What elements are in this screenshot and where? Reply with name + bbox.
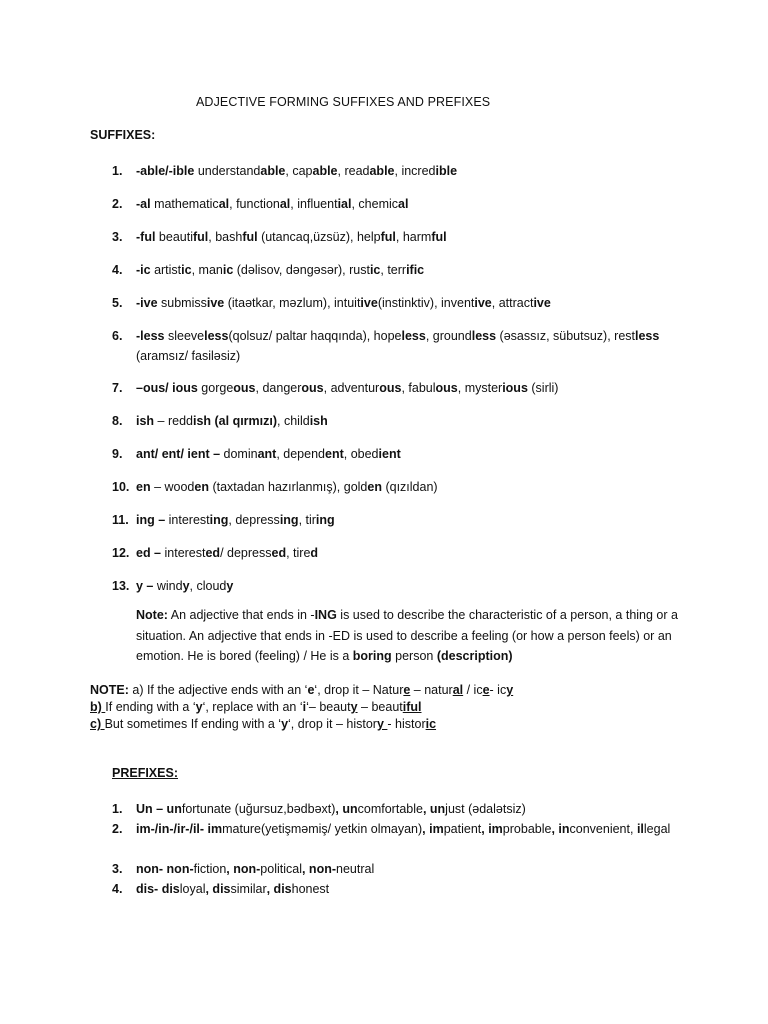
suffix-segment: ic (181, 263, 192, 277)
suffix-segment: , influent (290, 197, 338, 211)
prefix-segment: just (ədalətsiz) (445, 802, 526, 816)
suffix-segment: en (136, 480, 151, 494)
prefix-segment: honest (291, 882, 330, 896)
suffix-segment: able (312, 164, 338, 178)
suffix-segment: al (218, 197, 230, 211)
rule-segment: e (403, 683, 411, 697)
list-number: 3. (112, 862, 123, 876)
suffix-segment: able (260, 164, 286, 178)
suffix-segment: ive (206, 296, 225, 310)
note-segment: An adjective that ends in - (167, 608, 315, 622)
suffix-text (136, 477, 676, 497)
list-number: 5. (112, 296, 123, 310)
suffix-segment: ful (242, 230, 258, 244)
note-segment: Note: (136, 608, 168, 622)
suffix-segment: en (194, 480, 209, 494)
prefix-segment: dis- dis (136, 882, 180, 896)
prefix-segment: il (636, 822, 644, 836)
suffix-segment: (qolsuz/ paltar haqqında), hope (228, 329, 402, 343)
prefix-segment: fortunate (uğursuz,bədbəxt) (181, 802, 336, 816)
suffix-segment: , function (229, 197, 280, 211)
list-number: 13. (112, 579, 130, 593)
rule-segment: - histor (387, 717, 426, 731)
suffix-segment: -ful (136, 230, 156, 244)
list-number: 10. (112, 480, 130, 494)
suffix-segment: less (204, 329, 229, 343)
suffix-segment: , cap (285, 164, 313, 178)
suffix-segment: , tire (286, 546, 311, 560)
suffix-segment: ive (360, 296, 378, 310)
prefix-text (136, 799, 676, 819)
suffix-segment: , adventur (323, 381, 380, 395)
suffix-segment: , myster (457, 381, 503, 395)
suffix-segment: ful (380, 230, 396, 244)
suffix-text (136, 194, 676, 214)
suffix-segment: ed (271, 546, 287, 560)
note-segment: boring (352, 649, 392, 663)
note-rule-line (90, 716, 690, 733)
suffix-segment: ish (309, 414, 328, 428)
prefix-segment: im-/in-/ir-/il- im (136, 822, 223, 836)
suffix-segment: / depress (220, 546, 272, 560)
suffix-segment: less (401, 329, 426, 343)
suffix-segment: , bash (208, 230, 243, 244)
rule-segment: al (452, 683, 464, 697)
note-ing-ed (136, 605, 681, 667)
suffix-segment: less (471, 329, 497, 343)
suffix-segment: ed (205, 546, 221, 560)
rule-segment: NOTE: (90, 683, 129, 697)
suffix-segment: ive (533, 296, 551, 310)
suffix-segment: al (398, 197, 409, 211)
suffix-segment: , depress (228, 513, 280, 527)
suffix-segment: y – (136, 579, 154, 593)
suffix-segment: wind (153, 579, 183, 593)
suffix-text (136, 293, 676, 313)
suffix-segment: beauti (155, 230, 193, 244)
prefix-segment: , un (422, 802, 446, 816)
list-number: 4. (112, 882, 123, 896)
suffix-segment: , incred (394, 164, 436, 178)
prefix-segment: , non- (226, 862, 261, 876)
rule-segment: e (482, 683, 490, 697)
suffix-segment: (dəlisov, dəngəsər), rust (233, 263, 370, 277)
suffix-segment: en (367, 480, 382, 494)
prefix-segment: , im (422, 822, 444, 836)
suffix-segment: -al (136, 197, 151, 211)
suffix-segment: interest (165, 513, 210, 527)
prefix-segment: , in (551, 822, 570, 836)
suffix-segment: , terr (380, 263, 407, 277)
suffix-segment: understand (194, 164, 261, 178)
suffix-segment: ing (209, 513, 229, 527)
suffix-segment: , fabul (401, 381, 436, 395)
list-number: 7. (112, 381, 123, 395)
list-number: 1. (112, 164, 123, 178)
prefix-segment: comfortable (357, 802, 423, 816)
suffix-segment: al (279, 197, 291, 211)
suffix-segment: , ground (425, 329, 472, 343)
rule-segment: If ending with a ‘ (105, 700, 196, 714)
prefix-segment: similar (230, 882, 267, 896)
suffix-segment: ant/ ent/ ient – (136, 447, 221, 461)
rule-segment: ‘, drop it – Natur (314, 683, 404, 697)
rule-segment: – beaut (357, 700, 403, 714)
suffix-segment: ific (406, 263, 425, 277)
rule-segment: y (281, 717, 289, 731)
list-number: 3. (112, 230, 123, 244)
prefix-segment: fiction (193, 862, 227, 876)
rule-segment: ‘, replace with an ‘ (202, 700, 303, 714)
suffix-segment: -able/-ible (136, 164, 195, 178)
suffix-segment: (itaətkar, məzlum), intuit (224, 296, 361, 310)
suffix-text (136, 227, 676, 247)
note-segment: (description) (436, 649, 513, 663)
prefix-segment: neutral (336, 862, 375, 876)
note-rule-line (90, 699, 690, 716)
prefix-segment: legal (643, 822, 671, 836)
suffix-segment: ish (al qırmızı) (192, 414, 278, 428)
suffix-text (136, 576, 676, 596)
suffix-segment: ant (257, 447, 277, 461)
suffix-segment: , attract (491, 296, 534, 310)
suffix-segment: , depend (276, 447, 325, 461)
suffix-segment: , chemic (351, 197, 399, 211)
rule-segment: c) (90, 717, 105, 731)
suffix-segment: , tir (298, 513, 316, 527)
suffix-segment: ient (378, 447, 401, 461)
suffix-segment: ic (222, 263, 234, 277)
suffix-segment: (əsassız, sübutsuz), rest (496, 329, 635, 343)
prefix-segment: mature(yetişməmiş/ yetkin olmayan) (222, 822, 423, 836)
suffix-segment: (aramsız/ fasiləsiz) (136, 349, 241, 363)
list-number: 2. (112, 197, 123, 211)
rule-segment: – natur (410, 683, 453, 697)
suffix-segment: , man (191, 263, 223, 277)
suffix-segment: , obed (343, 447, 379, 461)
suffix-segment: ive (474, 296, 492, 310)
suffix-segment: ial (337, 197, 352, 211)
prefix-segment: , im (481, 822, 503, 836)
list-number: 4. (112, 263, 123, 277)
prefix-segment: political (260, 862, 302, 876)
prefix-segment: patient (443, 822, 482, 836)
suffix-segment: mathematic (150, 197, 219, 211)
suffix-segment: -less (136, 329, 165, 343)
suffix-segment: –ous/ ious (136, 381, 198, 395)
suffix-segment: , danger (255, 381, 302, 395)
suffix-segment: (taxtadan hazırlanmış), gold (208, 480, 368, 494)
suffix-segment: ic (369, 263, 381, 277)
list-number: 6. (112, 329, 123, 343)
suffix-segment: – wood (150, 480, 195, 494)
rule-segment: ‘– beaut (306, 700, 351, 714)
suffixes-heading: SUFFIXES: (90, 128, 156, 142)
suffix-segment: artist (150, 263, 182, 277)
suffix-segment: , child (277, 414, 310, 428)
note-segment: ING (314, 608, 337, 622)
suffix-segment: d (310, 546, 319, 560)
rule-segment: / ic (463, 683, 483, 697)
rule-segment: y (195, 700, 203, 714)
page-title: ADJECTIVE FORMING SUFFIXES AND PREFIXES (196, 95, 491, 109)
list-number: 1. (112, 802, 123, 816)
prefix-segment: , dis (205, 882, 231, 896)
suffix-segment: interest (161, 546, 206, 560)
rule-segment: b) (90, 700, 106, 714)
suffix-text (136, 510, 676, 530)
prefix-segment: non- non- (136, 862, 194, 876)
list-number: 9. (112, 447, 123, 461)
suffix-segment: , read (337, 164, 370, 178)
suffix-segment: ful (192, 230, 209, 244)
rule-segment: i (302, 700, 307, 714)
suffix-segment: ing – (136, 513, 166, 527)
rule-segment: y (350, 700, 358, 714)
suffix-segment: y (182, 579, 190, 593)
prefixes-heading: PREFIXES: (112, 766, 178, 780)
prefix-segment: , dis (266, 882, 292, 896)
prefix-segment: Un – un (136, 802, 182, 816)
note-rule-line (90, 682, 690, 699)
suffix-segment: gorge (197, 381, 234, 395)
suffix-segment: domin (220, 447, 258, 461)
rule-segment: ic (425, 717, 437, 731)
rule-segment: iful (402, 700, 422, 714)
note-segment: person (391, 649, 437, 663)
suffix-text (136, 543, 676, 563)
note-segment: is used to describe the characteristic of a person, a thing or a situation. An adjective that ends in -ED is used to describe a feeling (or how a person feels) or an emotion. He is bored (feeling) / He is a (136, 608, 678, 663)
rule-segment: e (307, 683, 315, 697)
suffix-segment: ous (233, 381, 256, 395)
suffix-segment: (instinktiv), invent (377, 296, 475, 310)
suffix-segment: -ic (136, 263, 151, 277)
rule-segment: But sometimes If ending with a ‘ (104, 717, 282, 731)
prefix-segment: , un (335, 802, 358, 816)
prefix-segment: probable (502, 822, 552, 836)
suffix-segment: sleeve (164, 329, 205, 343)
suffix-segment: (qızıldan) (381, 480, 438, 494)
suffix-segment: ent (325, 447, 344, 461)
suffix-segment: able (369, 164, 395, 178)
rule-segment: a) If the adjective ends with an ‘ (128, 683, 308, 697)
suffix-segment: ible (435, 164, 458, 178)
suffix-segment: y (226, 579, 234, 593)
suffix-segment: submiss (157, 296, 207, 310)
prefix-text (136, 819, 676, 839)
suffix-segment: , harm (395, 230, 432, 244)
list-number: 8. (112, 414, 123, 428)
suffix-text (136, 411, 676, 431)
suffix-segment: ing (279, 513, 299, 527)
suffix-segment: ious (502, 381, 528, 395)
suffix-text (136, 378, 676, 398)
suffix-segment: ous (379, 381, 402, 395)
prefix-text (136, 859, 676, 879)
suffix-segment: (sirli) (527, 381, 559, 395)
list-number: 11. (112, 513, 129, 527)
suffix-segment: , cloud (189, 579, 227, 593)
prefix-segment: loyal (179, 882, 206, 896)
suffix-segment: -ive (136, 296, 158, 310)
rule-segment: y (376, 717, 388, 731)
suffix-segment: ing (315, 513, 335, 527)
suffix-segment: ous (301, 381, 324, 395)
suffix-text (136, 161, 676, 181)
suffix-segment: – redd (154, 414, 193, 428)
suffix-segment: ful (431, 230, 447, 244)
list-number: 2. (112, 822, 123, 836)
suffix-segment: ish (136, 414, 155, 428)
suffix-segment: (utancaq,üzsüz), help (257, 230, 381, 244)
list-number: 12. (112, 546, 130, 560)
suffix-segment: ed – (136, 546, 162, 560)
suffix-text (136, 326, 676, 366)
suffix-segment: ous (435, 381, 458, 395)
rule-segment: ‘, drop it – histor (288, 717, 377, 731)
suffix-text (136, 444, 676, 464)
rule-segment: - ic (489, 683, 507, 697)
prefix-segment: convenient, (569, 822, 637, 836)
suffix-text (136, 260, 676, 280)
rule-segment: y (506, 683, 514, 697)
prefix-text (136, 879, 676, 899)
prefix-segment: , non- (301, 862, 336, 876)
suffix-segment: less (635, 329, 660, 343)
